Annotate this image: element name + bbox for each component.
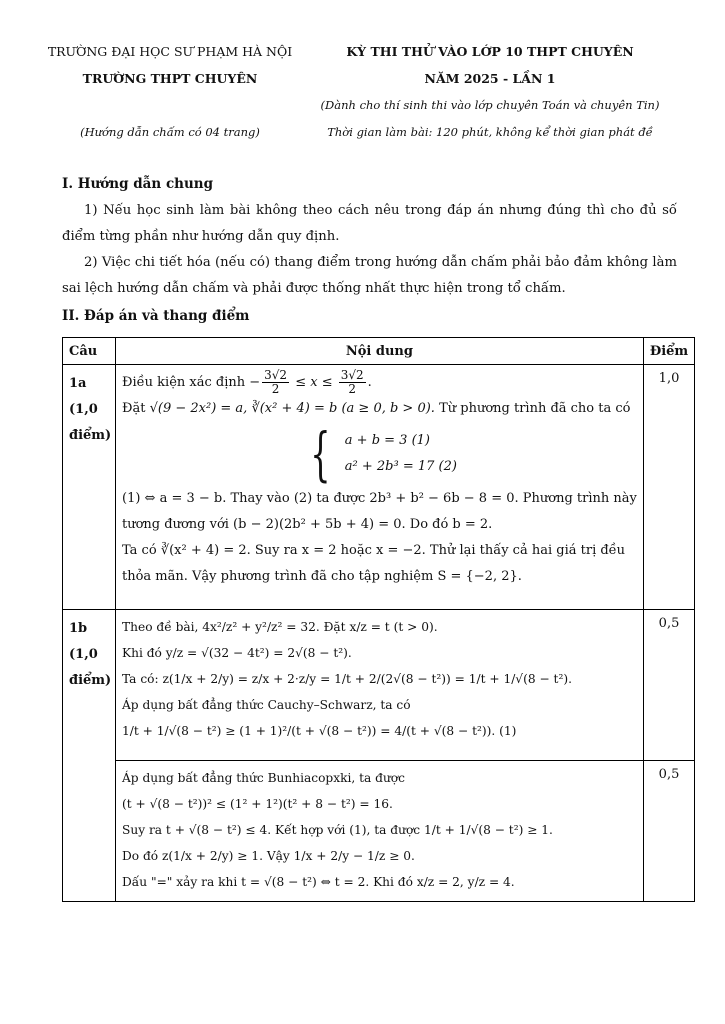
table-header-row (63, 338, 695, 365)
section-general-title: I. Hướng dẫn chung (62, 176, 214, 192)
line: Dấu "=" xảy ra khi t = √(8 − t²) ⇔ t = 2. Khi đó x/z = 2, y/z = 4. (122, 875, 515, 889)
page-note: (Hướng dẫn chấm có 04 trang) (80, 125, 260, 139)
col-header-content: Nội dung (116, 338, 644, 365)
text: Điều kiện xác định (122, 375, 246, 390)
answer-content (116, 761, 644, 902)
line: (t + √(8 − t²))² ≤ (1² + 1²)(t² + 8 − t²) = 16. (122, 797, 393, 811)
line: Do đó z(1/x + 2/y) ≥ 1. Vậy 1/x + 2/y − 1/z ≥ 0. (122, 849, 415, 863)
exam-time: Thời gian làm bài: 120 phút, không kể thời gian phát đề (327, 125, 653, 139)
line: Áp dụng bất đẳng thức Cauchy–Schwarz, ta có (122, 698, 411, 712)
line: Ta có: z(1/x + 2/y) = z/x + 2·z/y = 1/t + 2/(2√(8 − t²)) = 1/t + 1/√(8 − t²). (122, 672, 572, 686)
exam-title: KỲ THI THỬ VÀO LỚP 10 THPT CHUYÊN (346, 44, 634, 59)
score-cell: 0,5 (643, 610, 694, 761)
line: thỏa mãn. Vậy phương trình đã cho tập nghiệm S = {−2, 2}. (122, 569, 522, 584)
exam-year: NĂM 2025 - LẦN 1 (424, 71, 556, 86)
guideline-2: 2) Việc chi tiết hóa (nếu có) thang điểm trong hướng dẫn chấm phải bảo đảm không làm sai lệch hướng dẫn chấm và phải được thống nhất thực hiện trong tổ chấm. (62, 255, 677, 296)
score-cell: 0,5 (643, 761, 694, 902)
line: Đặt √(9 − 2x²) = a, ∛(x² + 4) = b (a ≥ 0, b > 0). Từ phương trình đã cho ta có (122, 401, 631, 416)
section-answers-title: II. Đáp án và thang điểm (62, 308, 250, 324)
school-sub: TRƯỜNG THPT CHUYÊN (82, 71, 258, 86)
question-points: (1,0 điểm) (69, 402, 112, 443)
line: tương đương với (b − 2)(2b² + 5b + 4) = 0. Do đó b = 2. (122, 517, 493, 532)
line: Điều kiện xác định − $\frac{3√2}{2}$ ≤ x ≤ $\frac{3√2}{2}$ . (122, 368, 372, 396)
equation-1: a + b = 3 (1) (344, 433, 431, 448)
score-cell: 1,0 (643, 365, 694, 610)
table-row (63, 365, 695, 610)
answer-content (116, 365, 644, 610)
line: Khi đó y/z = √(32 − 4t²) = 2√(8 − t²). (122, 646, 352, 660)
condition: ≤ x ≤ (295, 375, 333, 390)
brace: { (310, 420, 331, 488)
line: Áp dụng bất đẳng thức Bunhiacopxki, ta được (122, 771, 405, 785)
answer-table (62, 337, 695, 902)
fraction: $\frac{3√2}{2}$ (340, 368, 364, 396)
school-name: TRƯỜNG ĐẠI HỌC SƯ PHẠM HÀ NỘI (47, 44, 293, 59)
line: (1) ⇔ a = 3 − b. Thay vào (2) ta được 2b³ + b² − 6b − 8 = 0. Phương trình này (122, 491, 637, 506)
table-row (63, 761, 695, 902)
col-header-score: Điểm (643, 338, 694, 365)
line: Theo đề bài, 4x²/z² + y²/z² = 32. Đặt x/z = t (t > 0). (122, 620, 438, 634)
question-label (63, 610, 116, 902)
question-points: (1,0 điểm) (69, 647, 112, 688)
equation-system (122, 422, 637, 486)
fraction: $\frac{3√2}{2}$ (264, 368, 288, 396)
equation-2: a² + 2b³ = 17 (2) (344, 459, 457, 474)
guideline-1: 1) Nếu học sinh làm bài không theo cách nêu trong đáp án nhưng đúng thì cho đủ số điểm từng phần như hướng dẫn quy định. (62, 203, 677, 244)
exam-audience: (Dành cho thí sinh thi vào lớp chuyên Toán và chuyên Tin) (320, 98, 660, 112)
answer-content (116, 610, 644, 761)
line: Suy ra t + √(8 − t²) ≤ 4. Kết hợp với (1), ta được 1/t + 1/√(8 − t²) ≥ 1. (122, 823, 553, 837)
col-header-question: Câu (63, 338, 116, 365)
question-number: 1b (69, 621, 88, 636)
table-row (63, 610, 695, 761)
line: 1/t + 1/√(8 − t²) ≥ (1 + 1)²/(t + √(8 − t²)) = 4/(t + √(8 − t²)). (1) (122, 724, 517, 738)
question-number: 1a (69, 376, 87, 391)
question-label (63, 365, 116, 610)
line: Ta có ∛(x² + 4) = 2. Suy ra x = 2 hoặc x = −2. Thử lại thấy cả hai giá trị đều (122, 543, 626, 558)
